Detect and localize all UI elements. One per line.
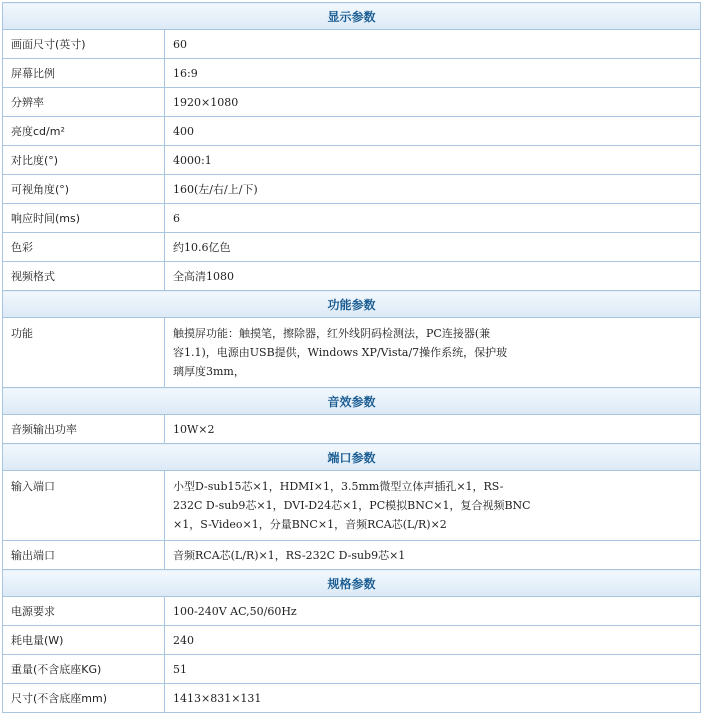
spec-value: 51 xyxy=(165,655,701,684)
spec-value-line: 璃厚度3mm， xyxy=(173,365,245,378)
spec-label: 重量(不含底座KG) xyxy=(3,655,165,684)
spec-label: 尺寸(不含底座mm) xyxy=(3,684,165,713)
spec-label: 输入端口 xyxy=(3,471,165,541)
section-header-specs xyxy=(3,570,701,597)
spec-value: 6 xyxy=(165,204,701,233)
spec-value-line: 容1.1)，电源由USB提供，Windows XP/Vista/7操作系统，保护玻 xyxy=(173,346,508,359)
spec-value: 100-240V AC,50/60Hz xyxy=(165,597,701,626)
spec-row xyxy=(3,88,701,117)
spec-row xyxy=(3,626,701,655)
spec-value: 400 xyxy=(165,117,701,146)
spec-label: 音频输出功率 xyxy=(3,415,165,444)
spec-row xyxy=(3,233,701,262)
spec-row xyxy=(3,30,701,59)
spec-row xyxy=(3,204,701,233)
section-title: 音效参数 xyxy=(3,388,701,415)
spec-value: 1413×831×131 xyxy=(165,684,701,713)
spec-label: 电源要求 xyxy=(3,597,165,626)
spec-value: 4000:1 xyxy=(165,146,701,175)
section-title: 端口参数 xyxy=(3,444,701,471)
spec-label: 分辨率 xyxy=(3,88,165,117)
spec-row xyxy=(3,471,701,541)
spec-label: 亮度cd/m² xyxy=(3,117,165,146)
spec-value: 16:9 xyxy=(165,59,701,88)
spec-row xyxy=(3,318,701,388)
spec-value: 约10.6亿色 xyxy=(165,233,701,262)
spec-row xyxy=(3,415,701,444)
spec-row xyxy=(3,655,701,684)
spec-value-line: 232C D-sub9芯×1，DVI-D24芯×1，PC模拟BNC×1，复合视频BNC xyxy=(173,499,531,512)
spec-value: 240 xyxy=(165,626,701,655)
section-header-ports xyxy=(3,444,701,471)
spec-value: 60 xyxy=(165,30,701,59)
spec-label: 响应时间(ms) xyxy=(3,204,165,233)
spec-value-line: 触摸屏功能：触摸笔，擦除器，红外线阴码检测法，PC连接器(兼 xyxy=(173,327,491,340)
spec-label: 画面尺寸(英寸) xyxy=(3,30,165,59)
spec-value: 全高清1080 xyxy=(165,262,701,291)
spec-value: 音频RCA芯(L/R)×1，RS-232C D-sub9芯×1 xyxy=(165,541,701,570)
spec-label: 耗电量(W) xyxy=(3,626,165,655)
spec-label: 视频格式 xyxy=(3,262,165,291)
spec-row xyxy=(3,684,701,713)
spec-label: 对比度(°) xyxy=(3,146,165,175)
spec-value xyxy=(165,318,701,388)
spec-row xyxy=(3,146,701,175)
spec-value: 1920×1080 xyxy=(165,88,701,117)
section-header-function xyxy=(3,291,701,318)
spec-row xyxy=(3,597,701,626)
spec-row xyxy=(3,175,701,204)
spec-value xyxy=(165,471,701,541)
section-title: 显示参数 xyxy=(3,3,701,30)
section-title: 规格参数 xyxy=(3,570,701,597)
spec-row xyxy=(3,117,701,146)
spec-value-line: 小型D-sub15芯×1，HDMI×1，3.5mm微型立体声插孔×1，RS- xyxy=(173,480,504,493)
spec-value: 160(左/右/上/下) xyxy=(165,175,701,204)
spec-table xyxy=(2,2,701,713)
spec-row xyxy=(3,541,701,570)
spec-label: 色彩 xyxy=(3,233,165,262)
spec-row xyxy=(3,262,701,291)
section-header-display xyxy=(3,3,701,30)
section-title: 功能参数 xyxy=(3,291,701,318)
section-header-audio xyxy=(3,388,701,415)
spec-label: 输出端口 xyxy=(3,541,165,570)
spec-label: 可视角度(°) xyxy=(3,175,165,204)
spec-value: 10W×2 xyxy=(165,415,701,444)
spec-row xyxy=(3,59,701,88)
spec-value-line: ×1，S-Video×1，分量BNC×1，音频RCA芯(L/R)×2 xyxy=(173,518,447,531)
spec-label: 功能 xyxy=(3,318,165,388)
spec-label: 屏幕比例 xyxy=(3,59,165,88)
